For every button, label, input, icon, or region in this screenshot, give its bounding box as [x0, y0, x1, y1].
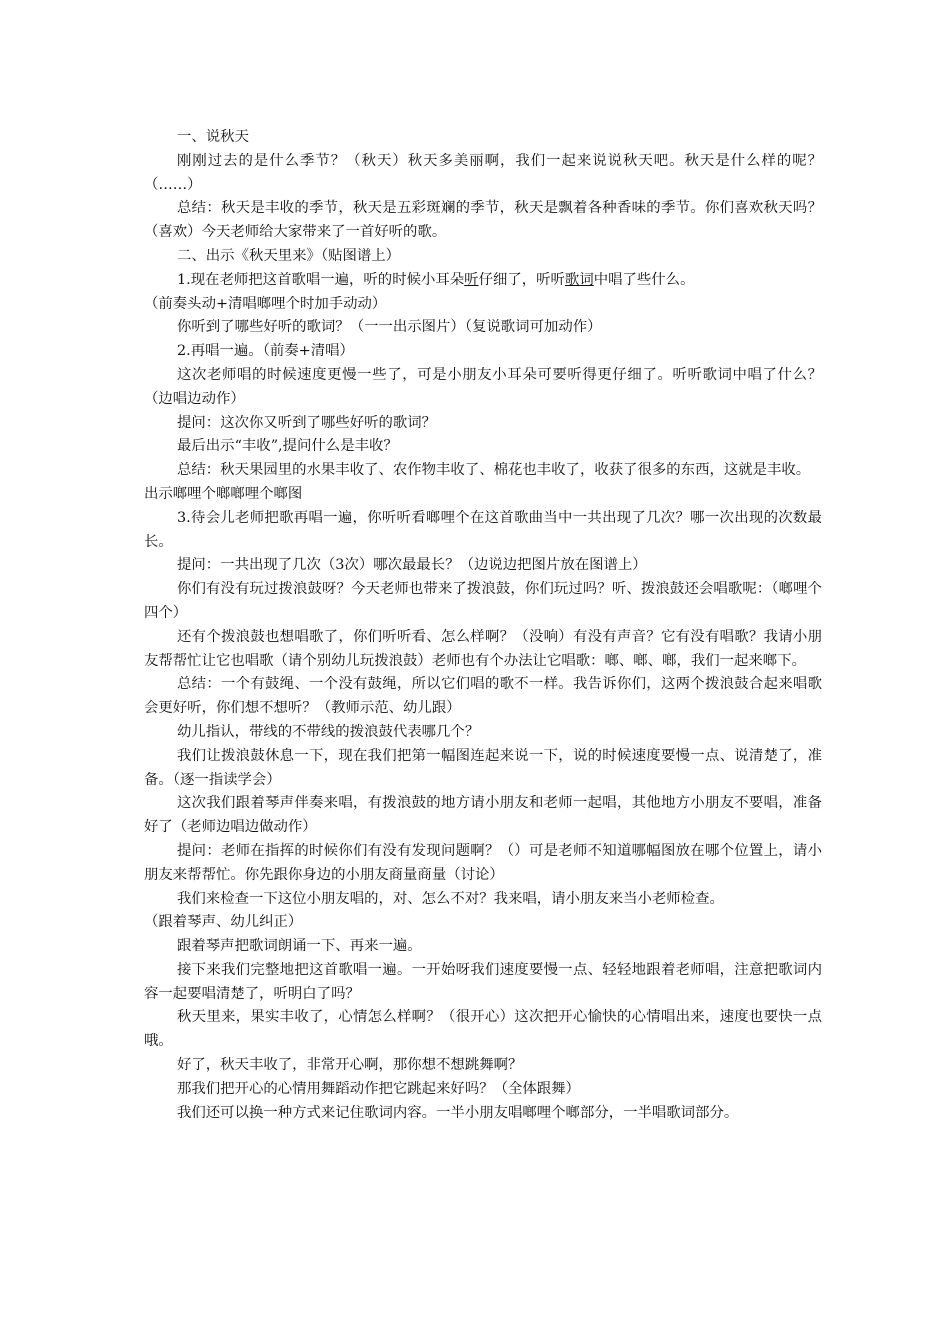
paragraph: 3.待会儿老师把歌再唱一遍，你听听看啷哩个在这首歌曲当中一共出现了几次？哪一次出现的次数最长。 [144, 509, 822, 550]
section-heading-2: 二、出示《秋天里来》（贴图谱上） [177, 247, 401, 264]
paragraph: 提问：一共出现了几次（3次）哪次最最长？（边说边把图片放在图谱上） [177, 557, 647, 574]
text-run: 1.现在老师把这首歌唱一遍，听的时候小耳朵 [177, 271, 465, 288]
paragraph: 你听到了哪些好听的歌词？（一一出示图片）（复说歌词可加动作） [177, 319, 602, 336]
paragraph: 那我们把开心的心情用舞蹈动作把它跳起来好吗？（全体跟舞） [177, 1080, 580, 1097]
paragraph: 秋天里来，果实丰收了，心情怎么样啊？（很开心）这次把开心愉快的心情唱出来，速度也要快一点哦。 [144, 1009, 822, 1050]
paragraph: 还有个拨浪鼓也想唱歌了，你们听听看、怎么样啊？（没响）有没有声音？它有没有唱歌？我请小朋友帮帮忙让它也唱歌（请个别幼儿玩拨浪鼓）老师也有个办法让它唱歌：啷、啷、啷，我们一起来啷下。 [144, 628, 822, 669]
underlined-word: 歌词 [564, 271, 594, 288]
paragraph: 最后出示“丰收”,提问什么是丰收？ [177, 438, 398, 455]
underlined-word: 听 [464, 271, 479, 288]
paragraph: 幼儿指认，带线的不带线的拨浪鼓代表哪几个？ [177, 723, 480, 740]
paragraph: 这次老师唱的时候速度更慢一些了，可是小朋友小耳朵可要听得更仔细了。听听歌词中唱了什么？（边唱边动作） [144, 366, 822, 407]
paragraph: 好了，秋天丰收了，非常开心啊，那你想不想跳舞啊？ [177, 1057, 523, 1074]
paragraph: 这次我们跟着琴声伴奏来唱，有拨浪鼓的地方请小朋友和老师一起唱，其他地方小朋友不要唱，准备好了（老师边唱边做动作） [144, 795, 822, 836]
paragraph: 你们有没有玩过拨浪鼓呀？今天老师也带来了拨浪鼓，你们玩过吗？听、拨浪鼓还会唱歌呢：（啷哩个四个） [144, 581, 822, 621]
paragraph [144, 269, 822, 293]
paragraph: （跟着琴声、幼儿纠正） [144, 914, 303, 931]
paragraph: 提问：老师在指挥的时候你们有没有发现问题啊？（）可是老师不知道哪幅图放在哪个位置上，请小朋友来帮帮忙。你先跟你身边的小朋友商量商量（讨论） [144, 842, 822, 883]
paragraph: 跟着琴声把歌词朗诵一下、再来一遍。 [177, 938, 422, 955]
paragraph: 出示啷哩个啷啷哩个啷图 [144, 485, 303, 502]
paragraph: 我们还可以换一种方式来记住歌词内容。一半小朋友唱啷哩个啷部分，一半唱歌词部分。 [177, 1104, 739, 1121]
paragraph: 提问：这次你又听到了哪些好听的歌词？ [177, 414, 437, 431]
paragraph: 接下来我们完整地把这首歌唱一遍。一开始呀我们速度要慢一点、轻轻地跟着老师唱，注意把歌词内容一起要唱清楚了，听明白了吗？ [144, 961, 822, 1002]
paragraph: 刚刚过去的是什么季节？（秋天）秋天多美丽啊，我们一起来说说秋天吧。秋天是什么样的呢？（……） [144, 152, 822, 193]
paragraph: 我们让拨浪鼓休息一下，现在我们把第一幅图连起来说一下，说的时候速度要慢一点、说清楚了，准备。（逐一指读学会） [144, 747, 822, 788]
text-run: 仔细了，听听 [478, 271, 565, 288]
paragraph: 我们来检查一下这位小朋友唱的，对、怎么不对？我来唱，请小朋友来当小老师检查。 [177, 890, 724, 907]
paragraph: （前奏头动+清唱啷哩个时加手动动） [144, 295, 387, 312]
text-run: 中唱了些什么。 [593, 271, 695, 288]
paragraph: 总结：秋天是丰收的季节，秋天是五彩斑斓的季节，秋天是飘着各种香味的季节。你们喜欢秋天吗？（喜欢）今天老师给大家带来了一首好听的歌。 [144, 200, 822, 241]
paragraph: 总结：秋天果园里的水果丰收了、农作物丰收了、棉花也丰收了，收获了很多的东西，这就是丰收。 [177, 462, 811, 479]
paragraph: 2.再唱一遍。（前奏+清唱） [177, 343, 354, 360]
section-heading-1: 一、说秋天 [177, 129, 249, 145]
paragraph: 总结：一个有鼓绳、一个没有鼓绳，所以它们唱的歌不一样。我告诉你们，这两个拨浪鼓合起来唱歌会更好听，你们想不想听？（教师示范、幼儿跟） [144, 676, 822, 717]
